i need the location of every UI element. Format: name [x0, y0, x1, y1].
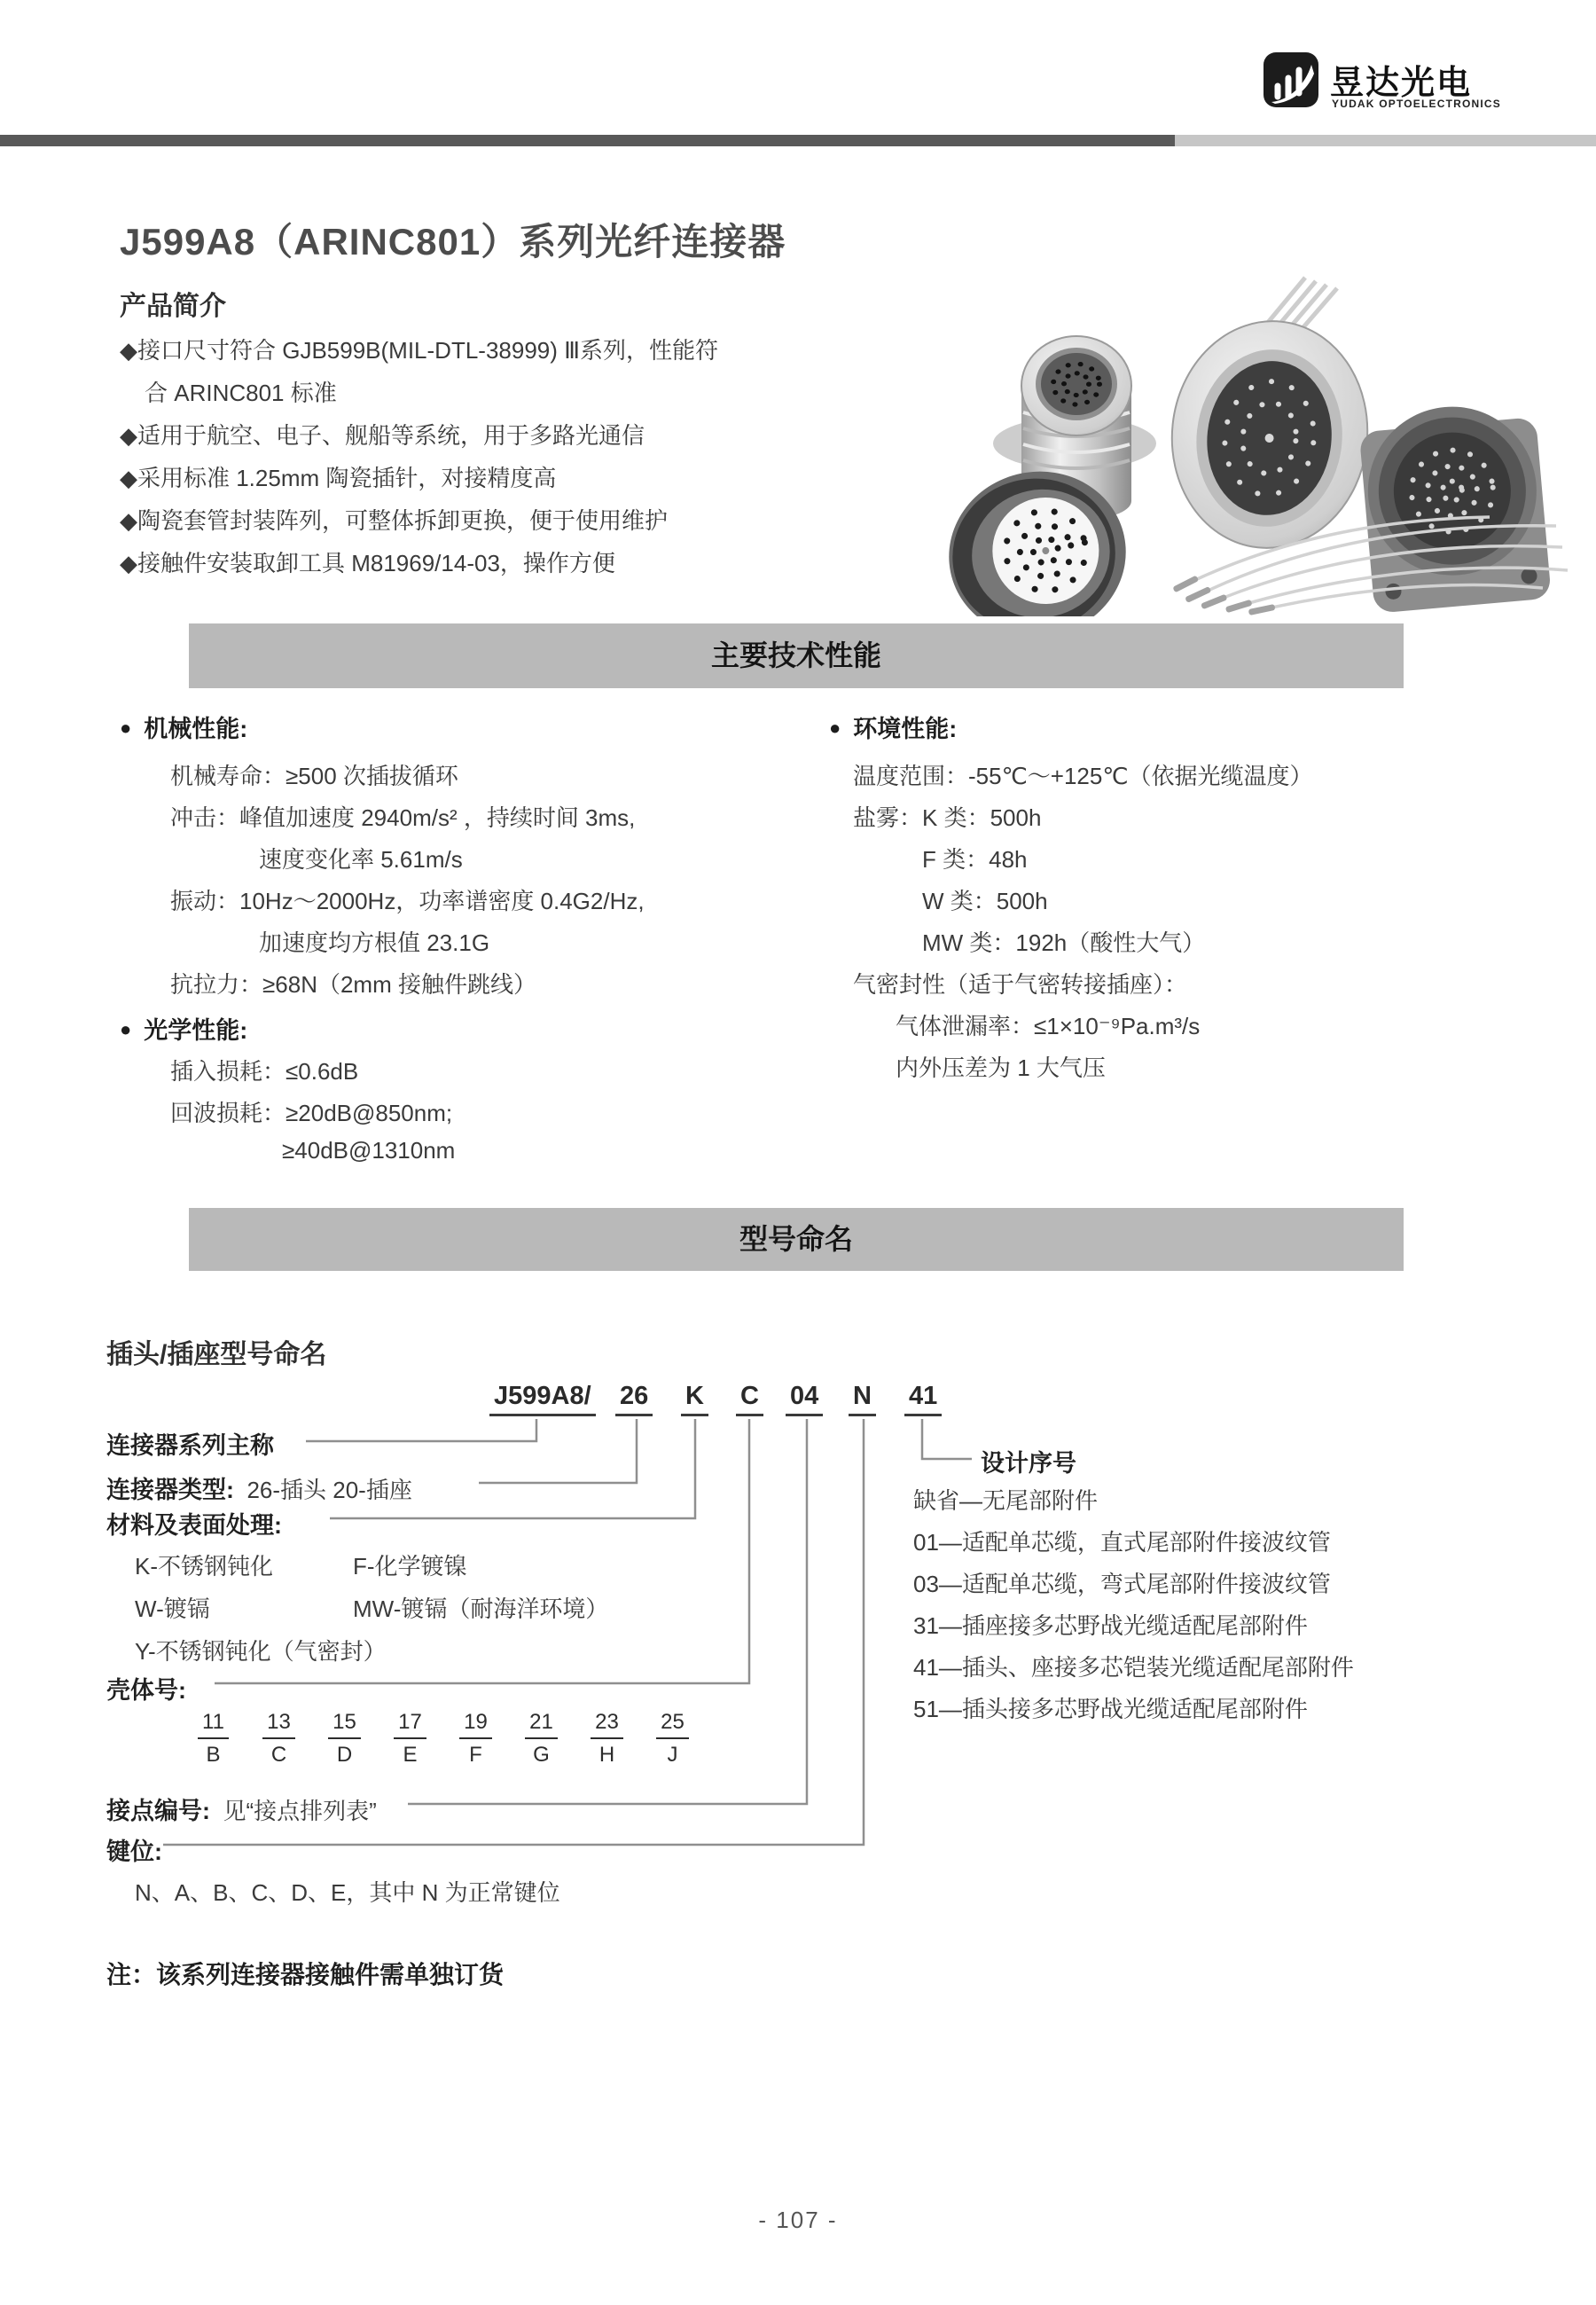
shell-number: 15: [328, 1710, 361, 1739]
mechanical-heading: [120, 710, 247, 744]
shell-size-cell: [653, 1710, 692, 1768]
contact-row: [106, 1791, 377, 1826]
shell-number: 17: [394, 1710, 426, 1739]
shell-size-cell: [456, 1710, 496, 1768]
optical-heading-label: 光学性能:: [144, 1017, 248, 1044]
code-segment-design: 41: [904, 1382, 942, 1416]
intro-bullet: ◆采用标准 1.25mm 陶瓷插针，对接精度高: [120, 465, 557, 491]
shell-number: 21: [525, 1710, 558, 1739]
spec-line: 速度变化率 5.61m/s: [259, 846, 463, 873]
shell-letter: E: [403, 1743, 418, 1767]
shell-size-table: [193, 1710, 692, 1768]
bullet-dot-icon: ●: [120, 717, 132, 739]
material-option: F-化学镀镍: [353, 1553, 467, 1580]
shell-letter: J: [667, 1743, 678, 1767]
spec-line: W 类：500h: [922, 888, 1048, 914]
shell-size-cell: [193, 1710, 233, 1768]
section-band-naming: [189, 1208, 1404, 1271]
code-segment-key: N: [849, 1382, 876, 1416]
bullet-dot-icon: ●: [120, 1018, 132, 1040]
intro-bullet: ◆陶瓷套管封装阵列，可整体拆卸更换，便于使用维护: [120, 507, 668, 534]
shell-label: 壳体号:: [106, 1677, 186, 1704]
code-segment-type: 26: [615, 1382, 653, 1416]
contact-value: 见“接点排列表”: [223, 1798, 377, 1824]
shell-number: 23: [591, 1710, 623, 1739]
contact-label: 接点编号:: [106, 1798, 210, 1824]
shell-size-cell: [390, 1710, 430, 1768]
type-row: [106, 1470, 412, 1505]
design-option: 51—插头接多芯野战光缆适配尾部附件: [913, 1696, 1308, 1722]
code-segment-shell: C: [736, 1382, 763, 1416]
spec-line: 加速度均方根值 23.1G: [259, 929, 490, 956]
intro-bullet: ◆接触件安装取卸工具 M81969/14-03，操作方便: [120, 550, 615, 576]
connector-receptacle: [1161, 311, 1379, 558]
spec-line: 振动：10Hz～2000Hz，功率谱密度 0.4G2/Hz,: [170, 888, 645, 914]
code-segment-series: J599A8/: [489, 1382, 596, 1416]
spec-line: 冲击：峰值加速度 2940m/s² ，持续时间 3ms,: [170, 804, 636, 831]
order-note: 注：该系列连接器接触件需单独订货: [106, 1961, 505, 1988]
page-number: - 107 -: [758, 2207, 838, 2233]
key-value: N、A、B、C、D、E，其中 N 为正常键位: [135, 1879, 560, 1906]
spec-line: 气密封性（适于气密转接插座）：: [853, 971, 1188, 998]
design-option: 03—适配单芯缆，弯式尾部附件接波纹管: [913, 1571, 1331, 1597]
company-name-en: YUDAK OPTOELECTRONICS: [1332, 98, 1501, 110]
spec-line: 回波损耗：≥20dB@850nm;: [170, 1100, 453, 1126]
material-option: Y-不锈钢钝化（气密封）: [135, 1638, 387, 1665]
spec-line: 机械寿命：≥500 次插拔循环: [170, 763, 458, 789]
design-option: 31—插座接多芯野战光缆适配尾部附件: [913, 1612, 1308, 1639]
section-band-tech: [189, 623, 1404, 688]
shell-number: 13: [262, 1710, 295, 1739]
material-label: 材料及表面处理:: [106, 1512, 282, 1539]
series-label: 连接器系列主称: [106, 1432, 274, 1459]
logo-mark-icon: [1263, 51, 1319, 108]
shell-letter: C: [270, 1743, 287, 1767]
spec-line: 抗拉力：≥68N（2mm 接触件跳线）: [170, 971, 536, 998]
spec-line: 温度范围：-55℃～+125℃（依据光缆温度）: [853, 763, 1313, 789]
shell-letter: F: [469, 1743, 482, 1767]
product-photo: [922, 262, 1578, 616]
spec-line: ≥40dB@1310nm: [282, 1137, 456, 1164]
shell-letter: G: [533, 1743, 550, 1767]
section-title-tech: 主要技术性能: [710, 639, 881, 671]
shell-size-cell: [325, 1710, 364, 1768]
page-title: J599A8（ARINC801）系列光纤连接器: [120, 221, 786, 263]
shell-size-cell: [259, 1710, 299, 1768]
shell-letter: H: [598, 1743, 615, 1767]
company-logo-icon: [1263, 51, 1319, 108]
material-option: MW-镀镉（耐海洋环境）: [353, 1595, 609, 1622]
key-label: 键位:: [106, 1839, 162, 1865]
shell-size-cell: [521, 1710, 561, 1768]
design-serial-label: 设计序号: [981, 1450, 1076, 1477]
material-option: K-不锈钢钝化: [135, 1553, 274, 1580]
environmental-heading-label: 环境性能:: [853, 716, 958, 742]
bullet-dot-icon: ●: [829, 717, 841, 739]
shell-letter: B: [206, 1743, 221, 1767]
design-option: 41—插头、座接多芯铠装光缆适配尾部附件: [913, 1654, 1354, 1681]
section-title-naming: 型号命名: [739, 1223, 853, 1255]
spec-line: MW 类：192h（酸性大气）: [922, 929, 1206, 956]
intro-heading: 产品简介: [120, 292, 226, 321]
shell-letter: D: [336, 1743, 353, 1767]
shell-number: 25: [656, 1710, 689, 1739]
code-segment-material: K: [681, 1382, 708, 1416]
spec-line: 气体泄漏率：≤1×10⁻⁹Pa.m³/s: [896, 1013, 1201, 1039]
connectors-illustration: [922, 262, 1578, 616]
header-bar-dark: [0, 135, 1175, 146]
optical-heading: [120, 1011, 247, 1046]
intro-bullet: ◆适用于航空、电子、舰船等系统，用于多路光通信: [120, 422, 645, 449]
spec-line: 盐雾：K 类：500h: [853, 804, 1042, 831]
shell-number: 19: [459, 1710, 492, 1739]
shell-number: 11: [198, 1710, 229, 1739]
spec-line: 内外压差为 1 大气压: [896, 1054, 1106, 1081]
design-option: 缺省—无尾部附件: [913, 1487, 1099, 1514]
connector-flanged: [1357, 399, 1552, 614]
spec-line: F 类：48h: [922, 846, 1028, 873]
mechanical-heading-label: 机械性能:: [144, 716, 248, 742]
intro-bullet: 合 ARINC801 标准: [145, 380, 337, 406]
header-bar-light: [1175, 135, 1596, 146]
type-label: 连接器类型:: [106, 1477, 234, 1503]
company-name: 昱达光电: [1330, 65, 1473, 102]
intro-bullet: ◆接口尺寸符合 GJB599B(MIL-DTL-38999) Ⅲ系列，性能符: [120, 337, 719, 364]
naming-heading: 插头/插座型号命名: [106, 1340, 327, 1369]
shell-size-cell: [587, 1710, 627, 1768]
design-option: 01—适配单芯缆，直式尾部附件接波纹管: [913, 1529, 1331, 1556]
code-segment-contact: 04: [786, 1382, 823, 1416]
spec-line: 插入损耗：≤0.6dB: [170, 1058, 359, 1085]
environmental-heading: [829, 710, 957, 744]
ferrules: [1172, 576, 1275, 616]
type-value: 26-插头 20-插座: [246, 1477, 412, 1503]
material-option: W-镀镉: [135, 1595, 210, 1622]
